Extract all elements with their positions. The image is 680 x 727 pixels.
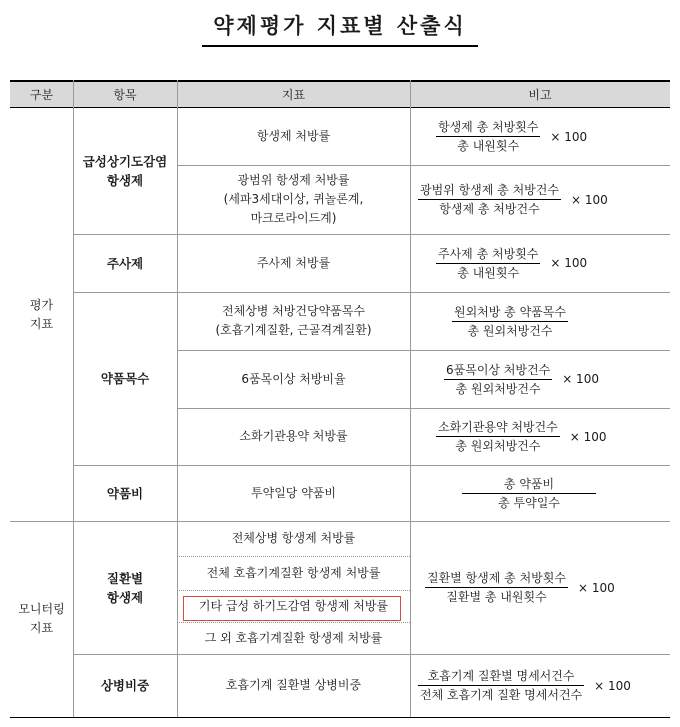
formula	[436, 108, 587, 165]
formula-denominator: 항생제 총 처방건수	[439, 202, 540, 216]
title-underline	[202, 45, 478, 47]
category-label: 약품비	[106, 485, 144, 501]
indicator-cell: 전체상병 처방건당약품목수 (호흡기계질환, 근골격계질환)	[215, 304, 372, 337]
indicator-cell: 소화기관용약 처방률	[239, 429, 348, 443]
indicator-cell: 전체상병 항생제 처방률	[231, 531, 356, 545]
indicator-cell-highlighted: 기타 급성 하기도감염 항생제 처방률	[198, 598, 389, 613]
formula-multiplier: × 100	[550, 256, 588, 270]
indicator-cell: 광범위 항생제 처방률 (세파3세대이상, 퀴놀론계, 마크로라이드계)	[223, 173, 364, 225]
formula	[425, 521, 615, 654]
header-category: 구분	[10, 80, 73, 108]
formula-numerator: 호흡기계 질환별 명세서건수	[427, 669, 575, 683]
indicator-cell: 주사제 처방률	[256, 255, 331, 270]
formula	[436, 408, 607, 465]
formula-denominator: 질환별 총 내원횟수	[446, 590, 547, 604]
formula-numerator: 소화기관용약 처방건수	[438, 420, 558, 434]
formula	[418, 165, 608, 234]
table-bottom-rule	[10, 717, 670, 718]
formula-denominator: 총 내원횟수	[457, 139, 520, 153]
indicator-cell: 투약일당 약품비	[251, 485, 336, 500]
section-label: 평가	[29, 297, 54, 312]
formula	[436, 234, 587, 292]
category-label: 상병비중	[100, 678, 150, 693]
category-cell	[73, 234, 177, 292]
formula-multiplier: × 100	[594, 678, 631, 693]
indicator-cell: 호흡기계 질환별 상병비중	[225, 678, 362, 692]
section-label: 지표	[29, 621, 54, 635]
formula-multiplier: × 100	[562, 372, 599, 386]
category-cell	[73, 292, 177, 465]
indicator-cell: 그 외 호흡기계질환 항생제 처방률	[204, 630, 383, 645]
category-label: 약품목수	[100, 371, 150, 386]
indicator-cell: 항생제 처방률	[256, 129, 331, 143]
formula-numerator: 총 약품비	[503, 476, 555, 491]
category-label: 질환별	[106, 570, 144, 586]
formula-numerator: 광범위 항생제 총 처방건수	[420, 183, 559, 197]
page-title: 약제평가 지표별 산출식	[213, 14, 467, 38]
category-label: 항생제	[106, 173, 144, 188]
section-label: 모니터링	[18, 602, 65, 616]
section-label: 지표	[29, 316, 54, 331]
header-note: 비고	[410, 80, 670, 108]
section-monitoring	[10, 521, 73, 717]
category-cell	[73, 465, 177, 521]
header-indicator: 지표	[177, 80, 410, 108]
formula	[444, 350, 599, 408]
category-label: 주사제	[106, 255, 144, 271]
category-cell	[73, 521, 177, 654]
formula-denominator: 총 투약일수	[498, 495, 560, 510]
formula-denominator: 총 원외처방건수	[455, 439, 541, 453]
formula	[462, 465, 596, 521]
formula-multiplier: × 100	[570, 192, 608, 207]
formula	[418, 654, 631, 717]
formula	[452, 292, 568, 350]
header-item: 항목	[73, 80, 177, 108]
formula-numerator: 항생제 총 처방횟수	[438, 120, 539, 134]
formula-multiplier: × 100	[550, 129, 588, 144]
formula-multiplier: × 100	[577, 580, 615, 595]
category-label: 항생제	[106, 589, 144, 605]
formula-numerator: 6품목이상 처방건수	[446, 362, 551, 377]
category-label: 급성상기도감염	[82, 154, 168, 169]
indicator-cell: 전체 호흡기계질환 항생제 처방률	[206, 565, 381, 580]
category-cell	[73, 654, 177, 717]
formula-numerator: 주사제 총 처방횟수	[438, 246, 539, 261]
formula-denominator: 전체 호흡기계 질환 명세서건수	[420, 688, 583, 702]
indicator-cell: 6품목이상 처방비율	[241, 371, 346, 386]
category-cell	[73, 108, 177, 234]
formula-denominator: 총 원외처방건수	[467, 323, 553, 338]
formula-numerator: 질환별 항생제 총 처방횟수	[427, 571, 566, 585]
formula-numerator: 원외처방 총 약품목수	[454, 304, 566, 319]
col-divider	[410, 80, 411, 718]
formula-multiplier: × 100	[569, 429, 607, 444]
formula-denominator: 총 원외처방건수	[455, 381, 541, 396]
formula-denominator: 총 내원횟수	[457, 265, 520, 280]
section-evaluation	[10, 108, 73, 521]
